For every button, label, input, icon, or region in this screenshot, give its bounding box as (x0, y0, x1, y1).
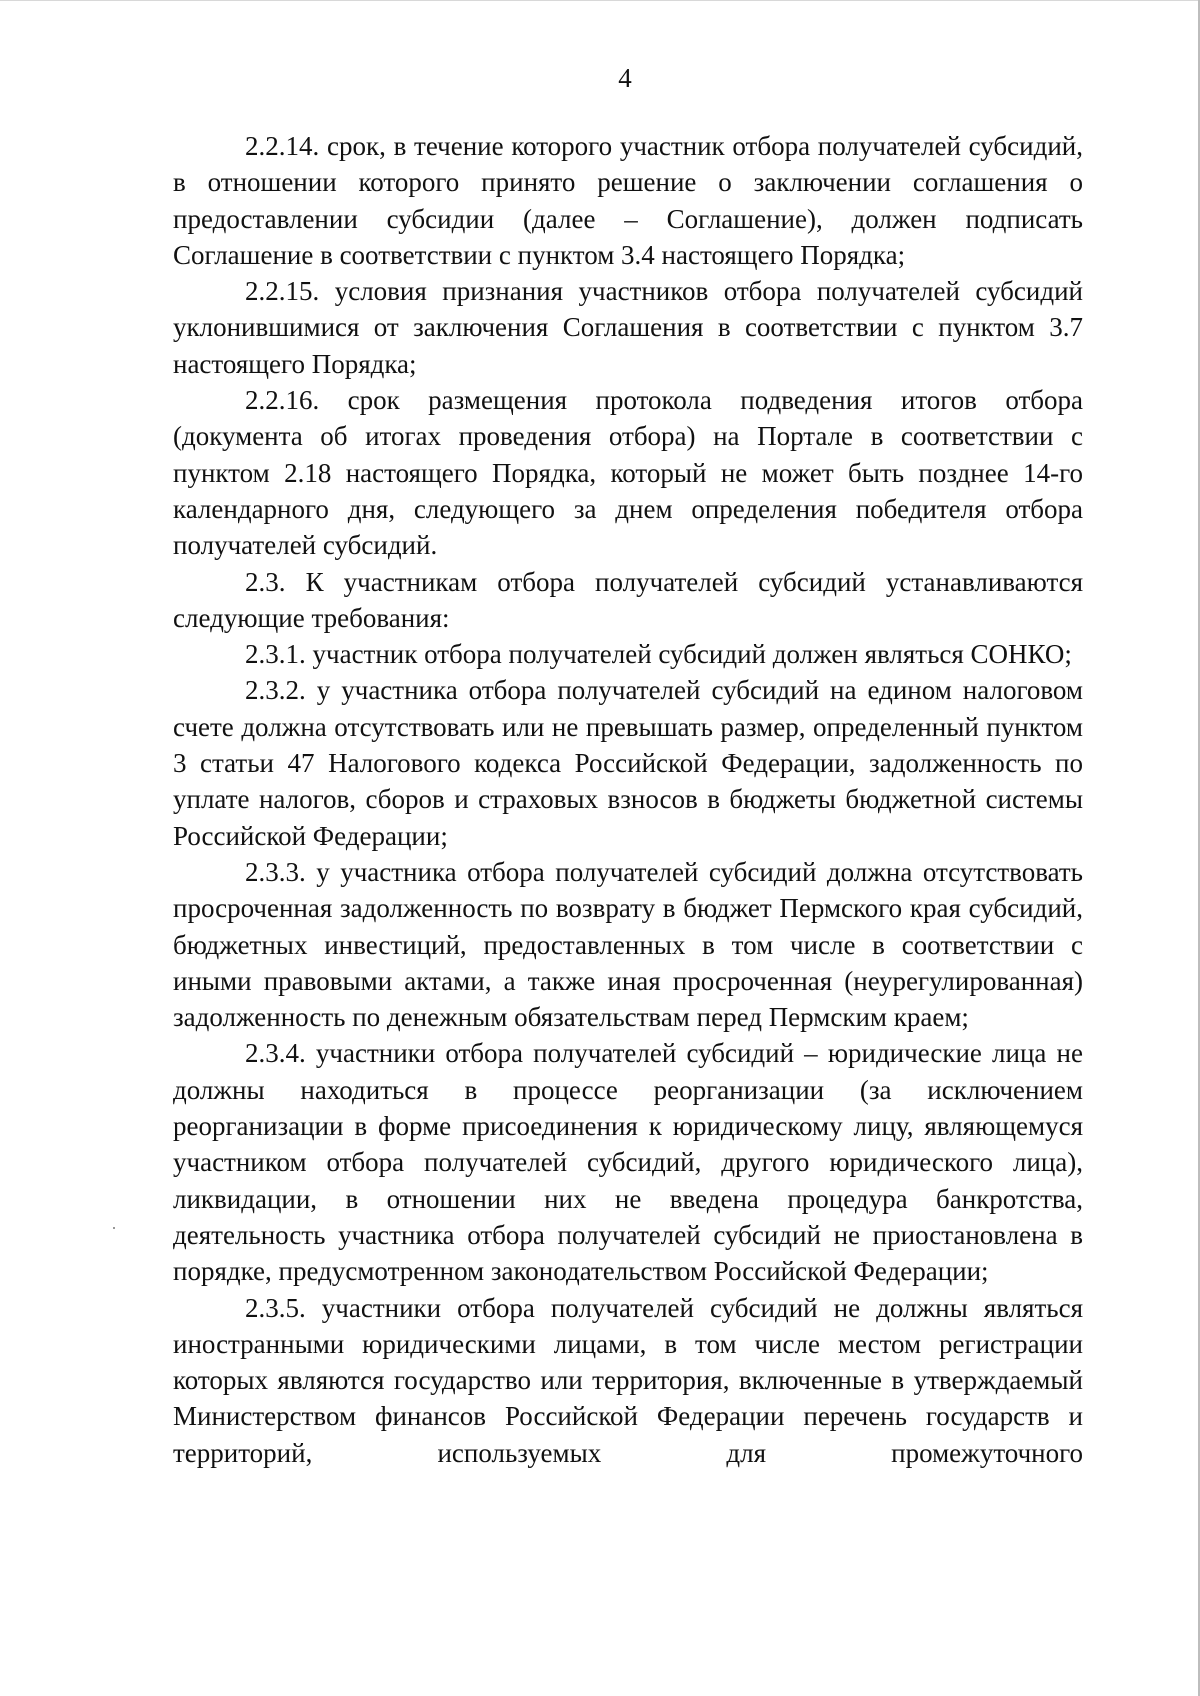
paragraph-2-3-1: 2.3.1. участник отбора получателей субсидий должен являться СОНКО; (245, 639, 1072, 670)
paragraph-2-3-3: 2.3.3. у участника отбора получателей субсидий должна отсутствовать просроченная задолженность по возврату в бюджет Пермского края субсидий, бюджетных инвестиций, предоставленных в том числе в соответствии с иными правовыми актами, а также иная просроченная (неурегулированная) задолженность по денежным обязательствам перед Пермским краем; (173, 856, 1083, 1033)
page-number: 4 (618, 63, 632, 93)
paragraph-2-3-5: 2.3.5. участники отбора получателей субсидий не должны являться иностранными юридическими лицами, в том числе местом регистрации которых являются государство или территория, включенные в утверждаемый Министерством финансов Российской Федерации перечень государств и территорий, используемых для промежуточного (173, 1292, 1083, 1468)
paragraph-2-2-15: 2.2.15. условия признания участников отбора получателей субсидий уклонившимися от заключения Соглашения в соответствии с пунктом 3.7 настоящего Порядка; (173, 276, 1083, 379)
paragraph-2-3: 2.3. К участникам отбора получателей субсидий устанавливаются следующие требования: (173, 566, 1083, 633)
paragraph-2-2-16: 2.2.16. срок размещения протокола подведения итогов отбора (документа об итогах проведения отбора) на Портале в соответствии с пунктом 2.18 настоящего Порядка, который не может быть позднее 14-го календарного дня, следующего за днем определения победителя отбора получателей субсидий. (173, 385, 1083, 561)
document-body (173, 128, 1083, 1471)
paragraph-2-3-4: 2.3.4. участники отбора получателей субсидий – юридические лица не должны находиться в процессе реорганизации (за исключением реорганизации в форме присоединения к юридическому лицу, являющемуся участником отбора получателей субсидий, другого юридического лица), ликвидации, в отношении них не введена процедура банкротства, деятельность участника отбора получателей субсидий не приостановлена в порядке, предусмотренном законодательством Российской Федерации; (173, 1038, 1083, 1287)
paragraph-2-2-14: 2.2.14. срок, в течение которого участник отбора получателей субсидий, в отношении которого принято решение о заключении соглашения о предоставлении субсидии (далее – Соглашение), должен подписать Соглашение в соответствии с пунктом 3.4 настоящего Порядка; (173, 131, 1083, 270)
scan-top-edge (0, 0, 1200, 1)
scan-speck (113, 1227, 115, 1229)
paragraph-2-3-2: 2.3.2. у участника отбора получателей субсидий на едином налоговом счете должна отсутствовать или не превышать размер, определенный пунктом 3 статьи 47 Налогового кодекса Российской Федерации, задолженность по уплате налогов, сборов и страховых взносов в бюджеты бюджетной системы Российской Федерации; (173, 675, 1083, 851)
